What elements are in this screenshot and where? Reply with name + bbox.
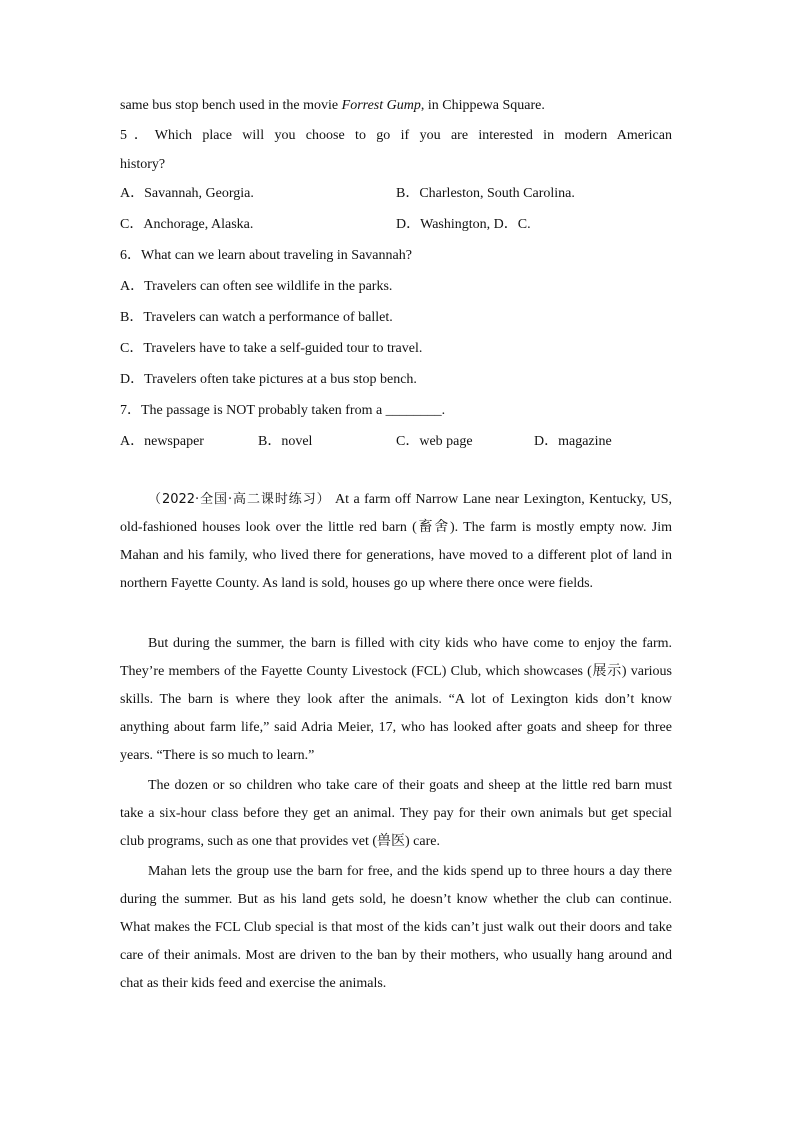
- question-7-option-b: B．novel: [258, 434, 313, 449]
- intro-text-end: , in Chippewa Square.: [420, 98, 545, 113]
- intro-text: same bus stop bench used in the movie: [120, 98, 342, 113]
- question-7-option-a: A．newspaper: [120, 434, 204, 449]
- passage-paragraph-1-text: At a farm off Narrow Lane near Lexington, Kentucky, US, old-fashioned houses look over the little red barn (畜舍). The farm is mostly empty now. Jim Mahan and his family, who lived there for generations, have moved to a different plot of land in northern Fayette County. As land is sold, houses go up where there once were fields.: [120, 492, 672, 591]
- question-5-stem-cont: history?: [120, 157, 166, 172]
- question-5-stem: 5．Which place will you choose to go if you are interested in modern American: [120, 128, 672, 143]
- question-6-option-d: D．Travelers often take pictures at a bus stop bench.: [120, 372, 417, 387]
- question-5-option-d: D．Washington, D．C.: [396, 217, 531, 232]
- question-6-option-a: A．Travelers can often see wildlife in the parks.: [120, 279, 393, 294]
- question-6-option-c: C．Travelers have to take a self-guided tour to travel.: [120, 341, 423, 356]
- question-5-option-a: A．Savannah, Georgia.: [120, 186, 254, 201]
- question-6-option-b: B．Travelers can watch a performance of ballet.: [120, 310, 393, 325]
- movie-title: Forrest Gump: [341, 98, 421, 113]
- passage-paragraph-3: The dozen or so children who take care of their goats and sheep at the little red barn must take a six-hour class before they get an animal. They pay for their own animals but get special club programs, such as one that provides vet (兽医) care.: [120, 778, 672, 849]
- passage-paragraph-4: Mahan lets the group use the barn for free, and the kids spend up to three hours a day there during the summer. But as his land gets sold, he doesn’t know whether the club can continue. What makes the FCL Club special is that most of the kids can’t just walk out their doors and take care of their animals. Most are driven to the ban by their mothers, who usually hang around and chat as their kids feed and exercise the animals.: [120, 864, 672, 991]
- question-5-option-c: C．Anchorage, Alaska.: [120, 217, 254, 232]
- passage-paragraph-1: [120, 486, 672, 598]
- passage-source: （2022·全国·高二课时练习）: [148, 492, 331, 507]
- question-7-option-d: D．magazine: [534, 434, 612, 449]
- question-6-stem: 6．What can we learn about traveling in Savannah?: [120, 248, 412, 263]
- intro-line: [120, 96, 672, 116]
- passage-paragraph-2: But during the summer, the barn is filled with city kids who have come to enjoy the farm. They’re members of the Fayette County Livestock (FCL) Club, which showcases (展示) various skills. The barn is where they look after the animals. “A lot of Lexington kids don’t know anything about farm life,” said Adria Meier, 17, who has looked after goats and sheep for three years. “There is so much to learn.”: [120, 636, 672, 763]
- question-5-option-b: B．Charleston, South Carolina.: [396, 186, 575, 201]
- question-7-option-c: C．web page: [396, 434, 473, 449]
- question-7-stem: 7．The passage is NOT probably taken from a ________.: [120, 403, 446, 418]
